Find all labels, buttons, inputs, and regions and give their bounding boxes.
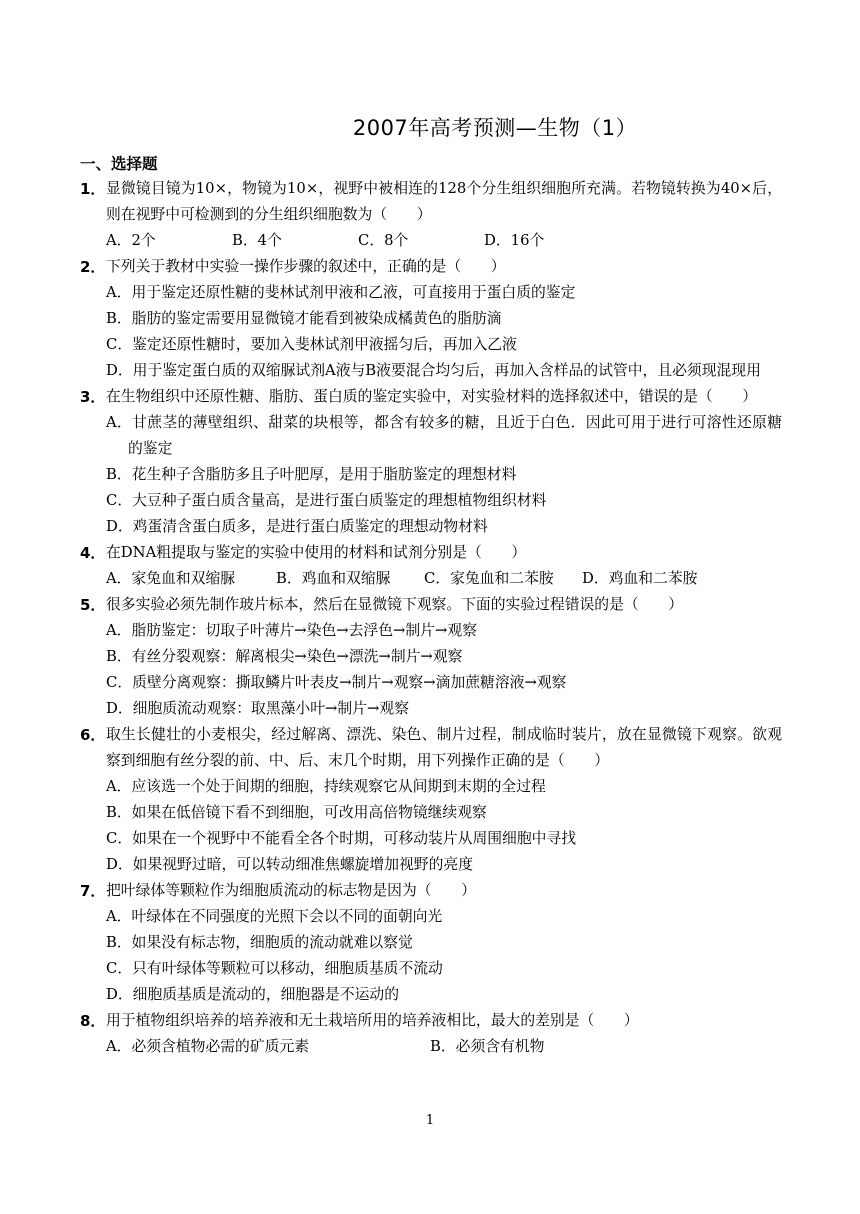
option-d[interactable] bbox=[80, 852, 782, 878]
option-a[interactable]: A．2个 bbox=[106, 232, 156, 249]
option-text: D．用于鉴定蛋白质的双缩脲试剂A液与B液要混合均匀后，再加入含样品的试管中，且必须现混现用 bbox=[106, 362, 761, 379]
option-a[interactable]: A．家兔血和双缩脲 bbox=[106, 570, 236, 587]
question-item bbox=[80, 722, 782, 878]
option-text: C．大豆种子蛋白质含量高，是进行蛋白质鉴定的理想植物组织材料 bbox=[106, 492, 547, 509]
question-number: 4． bbox=[80, 544, 106, 562]
question-text: 显微镜目镜为10×，物镜为10×，视野中被相连的128个分生组织细胞所充满。若物镜转换为40×后，则在视野中可检测到的分生组织细胞数为（ ） bbox=[106, 180, 782, 223]
option-b[interactable]: B．必须含有机物 bbox=[430, 1038, 545, 1055]
section-heading: 一、选择题 bbox=[80, 155, 158, 173]
option-text: B．脂肪的鉴定需要用显微镜才能看到被染成橘黄色的脂肪滴 bbox=[106, 310, 502, 327]
question-stem bbox=[80, 722, 782, 774]
options-row bbox=[80, 1034, 782, 1060]
question-item bbox=[80, 384, 782, 540]
option-text: C．质壁分离观察：撕取鳞片叶表皮→制片→观察→滴加蔗糖溶液→观察 bbox=[106, 674, 567, 691]
question-item bbox=[80, 540, 782, 592]
option-text: C．如果在一个视野中不能看全各个时期，可移动装片从周围细胞中寻找 bbox=[106, 830, 577, 847]
option-a[interactable] bbox=[80, 904, 782, 930]
option-c[interactable] bbox=[80, 826, 782, 852]
option-text: D．鸡蛋清含蛋白质多，是进行蛋白质鉴定的理想动物材料 bbox=[106, 518, 488, 535]
question-text: 把叶绿体等颗粒作为细胞质流动的标志物是因为（ ） bbox=[106, 882, 476, 899]
option-a[interactable] bbox=[80, 410, 782, 462]
question-stem bbox=[80, 254, 782, 280]
page-title: 2007年高考预测—生物（1） bbox=[352, 116, 638, 140]
question-number: 6． bbox=[80, 726, 106, 744]
options-row bbox=[80, 566, 782, 592]
question-number: 1． bbox=[80, 180, 106, 198]
question-list bbox=[80, 176, 782, 1060]
option-text: D．细胞质流动观察：取黑藻小叶→制片→观察 bbox=[106, 700, 410, 717]
question-item bbox=[80, 254, 782, 384]
question-item bbox=[80, 1008, 782, 1060]
question-text: 在DNA粗提取与鉴定的实验中使用的材料和试剂分别是（ ） bbox=[106, 544, 527, 561]
question-text: 很多实验必须先制作玻片标本，然后在显微镜下观察。下面的实验过程错误的是（ ） bbox=[106, 596, 684, 613]
option-text: A．脂肪鉴定：切取子叶薄片→染色→去浮色→制片→观察 bbox=[106, 622, 478, 639]
option-d[interactable] bbox=[80, 696, 782, 722]
option-text: D．细胞质基质是流动的，细胞器是不运动的 bbox=[106, 986, 400, 1003]
option-text: A．用于鉴定还原性糖的斐林试剂甲液和乙液，可直接用于蛋白质的鉴定 bbox=[106, 284, 576, 301]
option-text: A．叶绿体在不同强度的光照下会以不同的面朝向光 bbox=[106, 908, 443, 925]
question-text: 在生物组织中还原性糖、脂肪、蛋白质的鉴定实验中，对实验材料的选择叙述中，错误的是（ ） bbox=[106, 388, 758, 405]
option-c[interactable]: C．8个 bbox=[358, 232, 409, 249]
option-b[interactable]: B．4个 bbox=[232, 232, 282, 249]
option-d[interactable]: D．16个 bbox=[484, 232, 545, 249]
question-text: 用于植物组织培养的培养液和无土栽培所用的培养液相比，最大的差别是（ ） bbox=[106, 1012, 639, 1029]
option-text: A．甘蔗茎的薄壁组织、甜菜的块根等，都含有较多的糖，且近于白色．因此可用于进行可溶性还原糖的鉴定 bbox=[106, 414, 782, 457]
option-c[interactable] bbox=[80, 488, 782, 514]
option-text: B．花生种子含脂肪多且子叶肥厚，是用于脂肪鉴定的理想材料 bbox=[106, 466, 517, 483]
option-text: B．有丝分裂观察：解离根尖→染色→漂洗→制片→观察 bbox=[106, 648, 463, 665]
option-a[interactable] bbox=[80, 618, 782, 644]
question-number: 3． bbox=[80, 388, 106, 406]
question-stem bbox=[80, 592, 782, 618]
question-number: 8． bbox=[80, 1012, 106, 1030]
option-c[interactable] bbox=[80, 670, 782, 696]
question-text: 取生长健壮的小麦根尖，经过解离、漂洗、染色、制片过程，制成临时装片，放在显微镜下观察。欲观察到细胞有丝分裂的前、中、后、末几个时期，用下列操作正确的是（ ） bbox=[106, 726, 782, 769]
option-d[interactable] bbox=[80, 982, 782, 1008]
page-number: 1 bbox=[425, 1113, 435, 1128]
option-b[interactable] bbox=[80, 930, 782, 956]
option-b[interactable] bbox=[80, 462, 782, 488]
option-text: D．如果视野过暗，可以转动细准焦螺旋增加视野的亮度 bbox=[106, 856, 473, 873]
question-stem bbox=[80, 878, 782, 904]
option-b[interactable] bbox=[80, 800, 782, 826]
option-a[interactable] bbox=[80, 774, 782, 800]
question-number: 2． bbox=[80, 258, 106, 276]
option-a[interactable]: A．必须含植物必需的矿质元素 bbox=[106, 1038, 310, 1055]
option-b[interactable]: B．鸡血和双缩脲 bbox=[276, 570, 391, 587]
option-d[interactable] bbox=[80, 358, 782, 384]
question-text: 下列关于教材中实验一操作步骤的叙述中，正确的是（ ） bbox=[106, 258, 506, 275]
option-c[interactable]: C．家兔血和二苯胺 bbox=[424, 570, 554, 587]
option-b[interactable] bbox=[80, 306, 782, 332]
question-item bbox=[80, 592, 782, 722]
option-text: C．鉴定还原性糖时，要加入斐林试剂甲液摇匀后，再加入乙液 bbox=[106, 336, 517, 353]
option-d[interactable]: D．鸡血和二苯胺 bbox=[582, 570, 698, 587]
question-stem bbox=[80, 1008, 782, 1034]
option-c[interactable] bbox=[80, 956, 782, 982]
option-text: B．如果在低倍镜下看不到细胞，可改用高倍物镜继续观察 bbox=[106, 804, 487, 821]
question-item bbox=[80, 176, 782, 254]
option-text: C．只有叶绿体等颗粒可以移动，细胞质基质不流动 bbox=[106, 960, 443, 977]
question-item bbox=[80, 878, 782, 1008]
question-stem bbox=[80, 540, 782, 566]
option-c[interactable] bbox=[80, 332, 782, 358]
option-d[interactable] bbox=[80, 514, 782, 540]
option-a[interactable] bbox=[80, 280, 782, 306]
question-stem bbox=[80, 384, 782, 410]
option-text: A．应该选一个处于间期的细胞，持续观察它从间期到末期的全过程 bbox=[106, 778, 546, 795]
option-b[interactable] bbox=[80, 644, 782, 670]
question-stem bbox=[80, 176, 782, 228]
question-number: 7． bbox=[80, 882, 106, 900]
option-text: B．如果没有标志物，细胞质的流动就难以察觉 bbox=[106, 934, 413, 951]
options-row bbox=[80, 228, 782, 254]
question-number: 5． bbox=[80, 596, 106, 614]
